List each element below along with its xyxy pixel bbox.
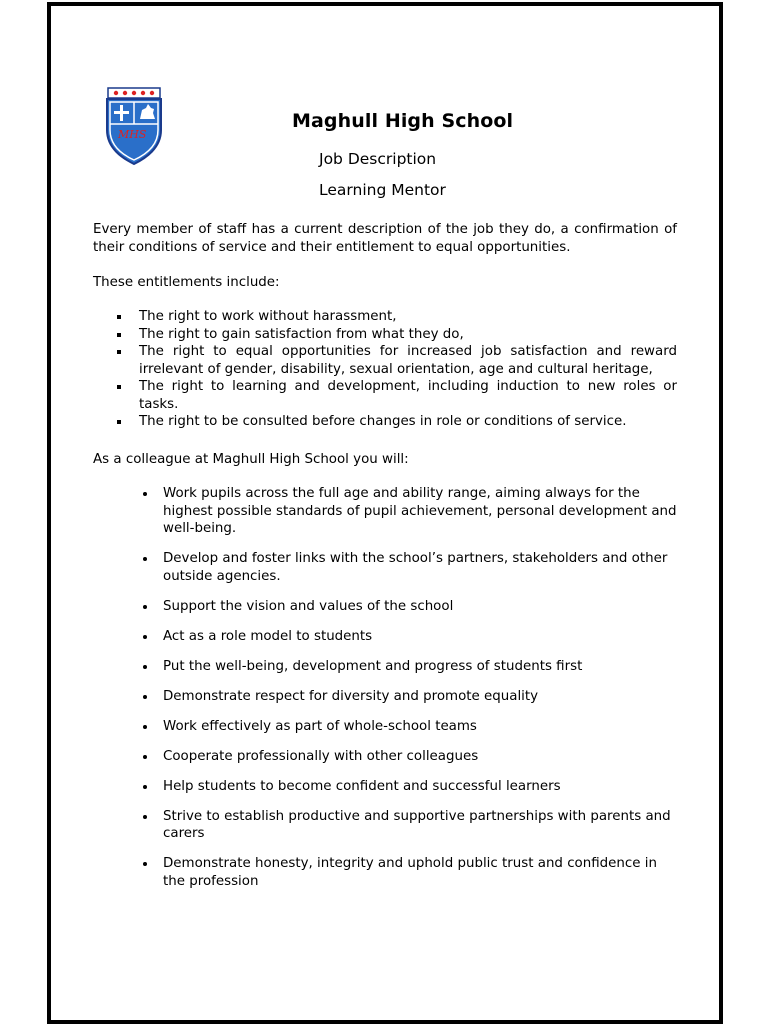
round-bullet-icon	[143, 862, 147, 866]
square-bullet-icon	[117, 385, 121, 389]
colleague-heading: As a colleague at Maghull High School you will:	[93, 452, 409, 467]
school-name: Maghull High School	[292, 110, 514, 132]
list-item	[93, 598, 677, 616]
list-item	[93, 326, 677, 344]
list-item	[93, 413, 677, 431]
square-bullet-icon	[117, 350, 121, 354]
list-item-text: Support the vision and values of the school	[163, 598, 454, 614]
list-item-text: Put the well-being, development and progress of students first	[163, 658, 583, 674]
list-item	[93, 855, 677, 890]
square-bullet-icon	[117, 333, 121, 337]
entitlements-heading: These entitlements include:	[93, 275, 280, 290]
list-item	[93, 718, 677, 736]
list-item	[93, 778, 677, 796]
round-bullet-icon	[143, 695, 147, 699]
list-item-text: Work effectively as part of whole-school teams	[163, 718, 477, 734]
round-bullet-icon	[143, 815, 147, 819]
list-item	[93, 688, 677, 706]
round-bullet-icon	[143, 785, 147, 789]
list-item	[93, 808, 677, 843]
list-item	[93, 308, 677, 326]
list-item-text: The right to work without harassment,	[139, 309, 397, 324]
list-item-text: Cooperate professionally with other colleagues	[163, 748, 479, 764]
square-bullet-icon	[117, 315, 121, 319]
list-item-text: Demonstrate respect for diversity and promote equality	[163, 688, 539, 704]
school-crest-logo	[104, 86, 164, 166]
list-item-text: Develop and foster links with the school’s partners, stakeholders and other outside agencies.	[163, 551, 668, 584]
list-item	[93, 485, 677, 538]
list-item-text: The right to equal opportunities for increased job satisfaction and reward irrelevant of gender, disability, sexual orientation, age and cultural heritage,	[139, 344, 677, 377]
list-item-text: Work pupils across the full age and ability range, aiming always for the highest possible standards of pupil achievement, personal development and well-being.	[163, 486, 677, 536]
list-item	[93, 658, 677, 676]
list-item	[93, 628, 677, 646]
list-item	[93, 378, 677, 413]
round-bullet-icon	[143, 755, 147, 759]
intro-paragraph: Every member of staff has a current description of the job they do, a confirmation of their conditions of service and their entitlement to equal opportunities.	[93, 222, 677, 255]
list-item-text: Strive to establish productive and supportive partnerships with parents and carers	[163, 808, 671, 841]
crest-letter-m: MHS	[118, 128, 147, 141]
role-title: Learning Mentor	[319, 181, 446, 199]
round-bullet-icon	[143, 492, 147, 496]
square-bullet-icon	[117, 420, 121, 424]
round-bullet-icon	[143, 635, 147, 639]
list-item-text: Help students to become confident and successful learners	[163, 778, 561, 794]
list-item-text: The right to learning and development, including induction to new roles or tasks.	[139, 379, 677, 412]
round-bullet-icon	[143, 665, 147, 669]
entitlements-list	[93, 308, 677, 431]
round-bullet-icon	[143, 725, 147, 729]
list-item	[93, 343, 677, 378]
round-bullet-icon	[143, 605, 147, 609]
list-item-text: Act as a role model to students	[163, 628, 373, 644]
list-item-text: The right to be consulted before changes in role or conditions of service.	[139, 414, 627, 429]
list-item-text: Demonstrate honesty, integrity and uphold public trust and confidence in the profession	[163, 856, 657, 889]
duties-list	[93, 485, 677, 903]
list-item	[93, 550, 677, 585]
list-item-text: The right to gain satisfaction from what they do,	[139, 326, 464, 342]
document-type: Job Description	[319, 150, 437, 168]
list-item	[93, 748, 677, 766]
round-bullet-icon	[143, 557, 147, 561]
